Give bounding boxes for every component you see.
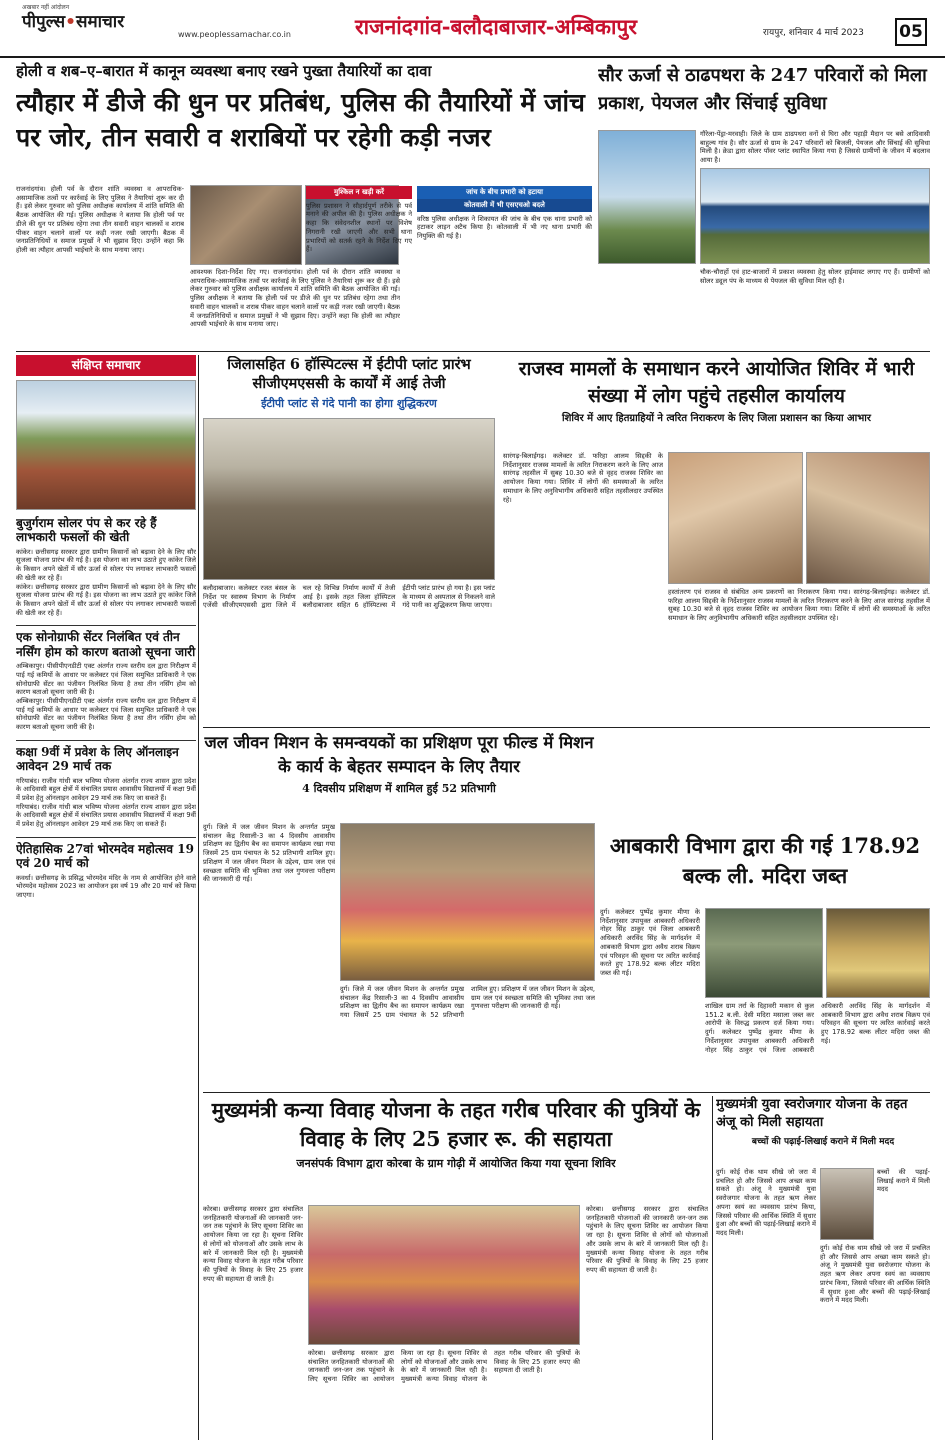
water-subhead: 4 दिवसीय प्रशिक्षण में शामिल हुई 52 प्रतिभागी bbox=[302, 781, 496, 795]
solar-body: गौरेला-पेंड्रा-मरवाही। जिले के ग्राम ठाढपथरा वनों से घिरा और पहाड़ी मैदान पर बसे आदिवासी बाहुल्य गांव है। सौर ऊर्जा से ग्राम के 247 परिवारों को बिजली, पेयजल और सिंचाई की सुविधा मिली है। क्रेडा द्वारा सोलर पॉवर प्लांट स्थापित किया गया है जिससे ग्रामीणों के जीवन में बदलाव आया है। bbox=[700, 130, 930, 165]
marriage-headline-block bbox=[203, 1096, 709, 1202]
lead-photo-caption: आवश्यक दिशा-निर्देश दिए गए। राजनांदगांव। होली पर्व के दौरान शांति व्यवस्था व आपराधिक-असामाजिक तत्वों पर कार्रवाई के लिए पुलिस ने तैयारियां शुरू कर दी हैं। इसे लेकर गुरुवार को पुलिस अधीक्षक कार्यालय में शांति समिति की बैठक आयोजित की गई। पुलिस अधीक्षक ने बताया कि होली पर्व पर डीजे की धुन पर प्रतिबंध रहेगा तथा तीन सवारी वाहन चालकों व शराब पीकर वाहन चलाने वालों पर कड़ी नजर रखी जाएगी। बैठक में जनप्रतिनिधियों व समाज प्रमुखों ने भी सुझाव दिए। उन्होंने कहा कि होली का त्यौहार आपसी भाईचारे के साथ मनाया जाए। bbox=[190, 268, 400, 329]
water-training-photo bbox=[340, 823, 595, 981]
box1-body: पुलिस प्रशासन ने सौहार्दपूर्ण तरीके से पर्व मनाने की अपील की है। पुलिस अधीक्षक ने कहा कि संवेदनशील स्थानों पर विशेष निगरानी रखी जाएगी और सभी थाना प्रभारियों को सतर्क रहने के निर्देश दिए गए हैं। bbox=[306, 201, 412, 254]
lead-sidebox-2 bbox=[417, 186, 592, 348]
box1-title: मुश्किल न खड़ी करें bbox=[306, 186, 412, 199]
marriage-camp-photo bbox=[308, 1205, 580, 1345]
brief-body: कवर्धा। छत्तीसगढ़ के प्रसिद्ध भोरमदेव मंदिर के नाम से आयोजित होने वाले भोरमदेव महोत्सव 2023 का आयोजन इस वर्ष 19 और 20 मार्च को किया जाएगा। bbox=[16, 873, 196, 899]
solar-headline-block bbox=[598, 62, 930, 128]
brief-body: अम्बिकापुर। पीसीपीएनडीटी एक्ट अंतर्गत राज्य स्तरीय दल द्वारा निरीक्षण में पाई गई कमियों के आधार पर कलेक्टर एवं जिला समुचित प्राधिकारी ने एक सोनोग्राफी सेंटर का पंजीयन निलंबित किया है तथा तीन नर्सिंग होम को कारण बताओ सूचना जारी की है। bbox=[16, 662, 196, 697]
brief-body: गरियाबंद। राजीव गांधी बाल भविष्य योजना अंतर्गत राज्य शासन द्वारा प्रदेश के आदिवासी बहुल क्षेत्रों में संचालित प्रयास आवासीय विद्यालयों में कक्षा 9वीं में प्रवेश हेतु ऑनलाइन आवेदन 29 मार्च तक किए जा सकते हैं। bbox=[16, 802, 196, 829]
edition-title: राजनांदगांव-बलौदाबाजार-अम्बिकापुर bbox=[355, 14, 637, 39]
selfemp-headline-block bbox=[716, 1096, 930, 1166]
page-number: 05 bbox=[895, 18, 927, 46]
page-header bbox=[0, 0, 945, 58]
water-photo-caption: दुर्ग। जिले में जल जीवन मिशन के अन्तर्गत प्रमुख संचालन केंद्र रिसाली-3 का 4 दिवसीय आवासीय प्रशिक्षण का द्वितीय बैच का समापन कार्यक्रम रखा गया जिसमें 25 ग्राम पंचायत के 52 प्रतिभागी शामिल हुए। प्रशिक्षण में जल जीवन मिशन के उद्देश्य, ग्राम जल एवं स्वच्छता समिति की भूमिका तथा जल गुणवत्ता परीक्षण की जानकारी दी गई। bbox=[340, 985, 595, 1020]
brief-title: एक सोनोग्राफी सेंटर निलंबित एवं तीन नर्सिंग होम को कारण बताओ सूचना जारी bbox=[16, 630, 196, 659]
lead-body-col1: राजनांदगांव। होली पर्व के दौरान शांति व्यवस्था व आपराधिक-असामाजिक तत्वों पर कार्रवाई के लिए पुलिस ने तैयारियां शुरू कर दी हैं। इसे लेकर गुरुवार को पुलिस अधीक्षक कार्यालय में शांति समिति की बैठक आयोजित की गई। पुलिस अधीक्षक ने बताया कि होली पर्व पर डीजे की धुन पर प्रतिबंध रहेगा तथा तीन सवारी वाहन चालकों व शराब पीकर वाहन चलाने वालों पर कड़ी नजर रखी जाएगी। बैठक में जनप्रतिनिधियों व समाज प्रमुखों ने भी सुझाव दिए। उन्होंने कहा कि होली का त्यौहार आपसी भाईचारे के साथ मनाया जाए। bbox=[16, 185, 184, 254]
column-divider bbox=[712, 1096, 713, 1440]
revenue-headline: राजस्व मामलों के समाधान करने आयोजित शिविर में भारी संख्या में लोग पहुंचे तहसील कार्यालय bbox=[518, 358, 915, 407]
section-divider bbox=[16, 351, 930, 352]
etp-plant-photo bbox=[203, 418, 495, 580]
sidebar-title: संक्षिप्त समाचार bbox=[16, 355, 196, 376]
marriage-photo-caption: कोरबा। छत्तीसगढ़ सरकार द्वारा संचालित जनहितकारी योजनाओं की जानकारी जन-जन तक पहुंचाने के लिए सूचना शिविर का आयोजन किया जा रहा है। सूचना शिविर से लोगों को योजनाओं और उसके लाभ के बारे में जानकारी मिल रही है। मुख्यमंत्री कन्या विवाह योजना के तहत गरीब परिवार की पुत्रियों के विवाह के लिए 25 हजार रुपए की सहायता दी जाती है। bbox=[308, 1349, 580, 1384]
excise-seized-liquor-photo bbox=[826, 908, 930, 998]
solar-caption-body: चौक-चौराहों एवं हाट-बाजारों में प्रकाश व्यवस्था हेतु सोलर हाईमास्ट लगाए गए हैं। ग्रामीणों को सोलर ड्यूल पंप के माध्यम से पेयजल की सुविधा मिल रही है। bbox=[700, 268, 930, 285]
selfemp-caption: बच्चों की पढ़ाई-लिखाई कराने में मिली मदद bbox=[877, 1168, 930, 1194]
box2-subtitle: कोतवाली में भी एसएचओ बदले bbox=[417, 199, 592, 212]
solar-headline: सौर ऊर्जा से ठाढपथरा के 247 परिवारों को मिला प्रकाश, पेयजल और सिंचाई सुविधा bbox=[598, 65, 927, 114]
issue-date: रायपुर, शनिवार 4 मार्च 2023 bbox=[763, 28, 864, 38]
section-divider bbox=[203, 727, 930, 728]
excise-body: दुर्ग। कलेक्टर पुष्पेंद्र कुमार मीणा के निर्देशानुसार उपायुक्त आबकारी अधिकारी नोहर सिंह ठाकुर एवं जिला आबकारी अधिकारी अरविंद सिंह के मार्गदर्शन में आबकारी विभाग द्वारा अवैध शराब विक्रय एवं परिवहन की सूचना पर त्वरित कार्रवाई करते हुए 178.92 बल्क लीटर मदिरा जब्त की गई। bbox=[600, 908, 700, 977]
revenue-body: सारंगढ़-बिलाईगढ़। कलेक्टर डॉ. फरिहा आलम सिद्दकी के निर्देशानुसार राजस्व मामलों के त्वरित निराकरण करने के लिए आज सारंगढ़ तहसील में सुबह 10.30 बजे से वृहद राजस्व शिविर का आयोजन किया गया। शिविर में लोगों की समस्याओं के त्वरित समाधान के लिए अनुविभागीय अधिकारी सहित तहसीलदार उपस्थित रहे। bbox=[503, 452, 663, 504]
brief-body: कांकेर। छत्तीसगढ़ सरकार द्वारा ग्रामीण किसानों को बढ़ावा देने के लिए सौर सुजला योजना प्रारंभ की गई है। इस योजना का लाभ उठाते हुए कांकेर जिले के किसान अपने खेतों में सौर ऊर्जा से सोलर पंप लगाकर लाभकारी फसलों की खेती कर रहे हैं। bbox=[16, 582, 196, 617]
website-url: www.peoplessamachar.co.in bbox=[178, 30, 291, 39]
etp-headline-block bbox=[203, 356, 495, 416]
solar-panel-photo bbox=[700, 168, 930, 264]
box2-title: जांच के बीच प्रभारी को हटाया bbox=[417, 186, 592, 199]
brief-body: गरियाबंद। राजीव गांधी बाल भविष्य योजना अंतर्गत राज्य शासन द्वारा प्रदेश के आदिवासी बहुल क्षेत्रों में संचालित प्रयास आवासीय विद्यालयों में कक्षा 9वीं में प्रवेश हेतु ऑनलाइन आवेदन 29 मार्च तक किए जा सकते हैं। bbox=[16, 776, 196, 802]
brief-solar-pump-photo bbox=[16, 380, 196, 510]
column-divider bbox=[198, 355, 199, 1440]
brief-news-sidebar bbox=[16, 355, 196, 1440]
revenue-camp-photo-1 bbox=[668, 452, 803, 584]
excise-headline-block bbox=[600, 831, 930, 905]
water-body: दुर्ग। जिले में जल जीवन मिशन के अन्तर्गत प्रमुख संचालन केंद्र रिसाली-3 का 4 दिवसीय आवासीय प्रशिक्षण का द्वितीय बैच का समापन कार्यक्रम रखा गया जिसमें 25 ग्राम पंचायत के 52 प्रतिभागी शामिल हुए। प्रशिक्षण में जल जीवन मिशन के उद्देश्य, ग्राम जल एवं स्वच्छता समिति की भूमिका तथा जल गुणवत्ता परीक्षण की जानकारी दी गई। bbox=[203, 823, 335, 884]
marriage-subhead: जनसंपर्क विभाग द्वारा कोरबा के ग्राम गोढ़ी में आयोजित किया गया सूचना शिविर bbox=[296, 1157, 616, 1171]
selfemp-anju-photo bbox=[820, 1168, 874, 1240]
revenue-camp-photo-2 bbox=[806, 452, 930, 584]
lead-headline-block bbox=[16, 62, 590, 180]
brief-item bbox=[16, 625, 196, 731]
masthead-logo bbox=[22, 4, 172, 44]
water-headline: जल जीवन मिशन के समन्वयकों का प्रशिक्षण पूरा फील्ड में मिशन के कार्य के बेहतर सम्पादन के लिए तैयार bbox=[204, 733, 594, 776]
revenue-subhead: शिविर में आए हितग्राहियों ने त्वरित निराकरण के लिए जिला प्रशासन का किया आभार bbox=[562, 413, 871, 425]
brief-title: ऐतिहासिक 27वां भोरमदेव महोत्सव 19 एवं 20 मार्च को bbox=[16, 841, 194, 871]
revenue-headline-block bbox=[503, 356, 930, 446]
brief-body: अम्बिकापुर। पीसीपीएनडीटी एक्ट अंतर्गत राज्य स्तरीय दल द्वारा निरीक्षण में पाई गई कमियों के आधार पर कलेक्टर एवं जिला समुचित प्राधिकारी ने एक सोनोग्राफी सेंटर का पंजीयन निलंबित किया है तथा तीन नर्सिंग होम को कारण बताओ सूचना जारी की है। bbox=[16, 697, 196, 732]
logo-name: पीपुल्स•समाचार bbox=[22, 11, 125, 32]
brief-title: बुजुर्गराम सोलर पंप से कर रहे हैं लाभकारी फसलों की खेती bbox=[16, 516, 157, 545]
lead-kicker: होली व शब–ए–बारात में कानून व्यवस्था बनाए रखने पुख्ता तैयारियों का दावा bbox=[16, 62, 432, 80]
water-headline-block bbox=[203, 731, 595, 819]
solar-tower-photo bbox=[598, 130, 696, 264]
selfemp-headline: मुख्यमंत्री युवा स्वरोजगार योजना के तहत अंजू को मिली सहायता bbox=[716, 1097, 908, 1131]
selfemp-body: दुर्ग। कोई रोक थाम सीखे जो जरा में प्रचलित हो और जिससे आप अच्छा काम सकते हो। अंजू ने मुख्यमंत्री युवा स्वरोजगार योजना के तहत ऋण लेकर अपना स्वयं का व्यवसाय प्रारंभ किया, जिससे परिवार की आर्थिक स्थिति में सुधार हुआ और बच्चों की पढ़ाई-लिखाई कराने में मदद मिली। bbox=[716, 1168, 816, 1237]
lead-meeting-photo bbox=[190, 185, 302, 265]
lead-sidebox-1 bbox=[306, 186, 412, 348]
marriage-headline: मुख्यमंत्री कन्या विवाह योजना के तहत गरीब परिवार की पुत्रियों के विवाह के लिए 25 हजार रू. की सहायता bbox=[211, 1098, 701, 1152]
marriage-body: कोरबा। छत्तीसगढ़ सरकार द्वारा संचालित जनहितकारी योजनाओं की जानकारी जन-जन तक पहुंचाने के लिए सूचना शिविर का आयोजन किया जा रहा है। सूचना शिविर से लोगों को योजनाओं और उसके लाभ के बारे में जानकारी मिल रही है। मुख्यमंत्री कन्या विवाह योजना के तहत गरीब परिवार की पुत्रियों के विवाह के लिए 25 हजार रुपए की सहायता दी जाती है। bbox=[203, 1205, 303, 1283]
marriage-body-col3: कोरबा। छत्तीसगढ़ सरकार द्वारा संचालित जनहितकारी योजनाओं की जानकारी जन-जन तक पहुंचाने के लिए सूचना शिविर का आयोजन किया जा रहा है। सूचना शिविर से लोगों को योजनाओं और उसके लाभ के बारे में जानकारी मिल रही है। मुख्यमंत्री कन्या विवाह योजना के तहत गरीब परिवार की पुत्रियों के विवाह के लिए 25 हजार रुपए की सहायता दी जाती है। bbox=[586, 1205, 708, 1274]
brief-item bbox=[16, 740, 196, 829]
brief-item bbox=[16, 837, 196, 900]
excise-photo-caption: शाखिल ग्राम तर्रा के दिहावरी मकान से कुल 151.2 ब.ली. देसी मदिरा मसाला जब्त कर आरोपी के विरुद्ध प्रकरण दर्ज किया गया। दुर्ग। कलेक्टर पुष्पेंद्र कुमार मीणा के निर्देशानुसार उपायुक्त आबकारी अधिकारी नोहर सिंह ठाकुर एवं जिला आबकारी अधिकारी अरविंद सिंह के मार्गदर्शन में आबकारी विभाग द्वारा अवैध शराब विक्रय एवं परिवहन की सूचना पर त्वरित कार्रवाई करते हुए 178.92 बल्क लीटर मदिरा जब्त की गई। bbox=[705, 1002, 930, 1054]
brief-item bbox=[16, 516, 196, 617]
box2-body: वरिष्ठ पुलिस अधीक्षक ने शिकायत की जांच के बीच एक थाना प्रभारी को हटाकर लाइन अटैच किया है। कोतवाली में भी नए थाना प्रभारी की नियुक्ति की गई है। bbox=[417, 214, 592, 240]
section-divider bbox=[203, 1092, 930, 1093]
excise-headline: आबकारी विभाग द्वारा की गई 178.92 बल्क ली. मदिरा जब्त bbox=[609, 833, 921, 889]
brief-body: कांकेर। छत्तीसगढ़ सरकार द्वारा ग्रामीण किसानों को बढ़ावा देने के लिए सौर सुजला योजना प्रारंभ की गई है। इस योजना का लाभ उठाते हुए कांकेर जिले के किसान अपने खेतों में सौर ऊर्जा से सोलर पंप लगाकर लाभकारी फसलों की खेती कर रहे हैं। bbox=[16, 547, 196, 582]
lead-headline: त्यौहार में डीजे की धुन पर प्रतिबंध, पुलिस की तैयारियों में जांच पर जोर, तीन सवारी व शराबियों पर रहेगी कड़ी नजर bbox=[16, 87, 585, 153]
etp-body: बलौदाबाजार। कलेक्टर रजत बंसल के निर्देश पर स्वास्थ्य विभाग के निर्माण एजेंसी सीजीएमएससी द्वारा जिले में चल रहे विभिन्न निर्माण कार्यों में तेजी आई है। इसके तहत जिला हॉस्पिटल बलौदाबाजार सहित 6 हॉस्पिटल्स में ईटीपी प्लांट प्रारंभ हो गया है। इस प्लांट के माध्यम से अस्पताल से निकलने वाले गंदे पानी का शुद्धिकरण किया जाएगा। bbox=[203, 584, 495, 610]
selfemp-body-col2: दुर्ग। कोई रोक थाम सीखे जो जरा में प्रचलित हो और जिससे आप अच्छा काम सकते हो। अंजू ने मुख्यमंत्री युवा स्वरोजगार योजना के तहत ऋण लेकर अपना स्वयं का व्यवसाय प्रारंभ किया, जिससे परिवार की आर्थिक स्थिति में सुधार हुआ और बच्चों की पढ़ाई-लिखाई कराने में मदद मिली। bbox=[820, 1244, 930, 1305]
revenue-photo-caption: हस्तांतरण एवं राजस्व से संबंधित अन्य प्रकरणों का निराकरण किया गया। सारंगढ़-बिलाईगढ़। कलेक्टर डॉ. फरिहा आलम सिद्दकी के निर्देशानुसार राजस्व मामलों के त्वरित निराकरण करने के लिए आज सारंगढ़ तहसील में सुबह 10.30 बजे से वृहद राजस्व शिविर का आयोजन किया गया। शिविर में लोगों की समस्याओं के त्वरित समाधान के लिए अनुविभागीय अधिकारी सहित तहसीलदार उपस्थित रहे। bbox=[668, 588, 930, 623]
etp-subhead: ईटीपी प्लांट से गंदे पानी का होगा शुद्धिकरण bbox=[261, 396, 437, 410]
selfemp-subhead: बच्चों की पढ़ाई-लिखाई कराने में मिली मदद bbox=[751, 1137, 895, 1148]
excise-officers-photo bbox=[705, 908, 823, 998]
logo-tagline: अखबार नहीं आंदोलन bbox=[22, 4, 70, 11]
etp-headline: जिलासहित 6 हॉस्पिटल्स में ईटीपी प्लांट प्रारंभ सीजीएमएससी के कार्यों में आई तेजी bbox=[227, 356, 471, 392]
brief-title: कक्षा 9वीं में प्रवेश के लिए ऑनलाइन आवेदन 29 मार्च तक bbox=[16, 744, 179, 774]
